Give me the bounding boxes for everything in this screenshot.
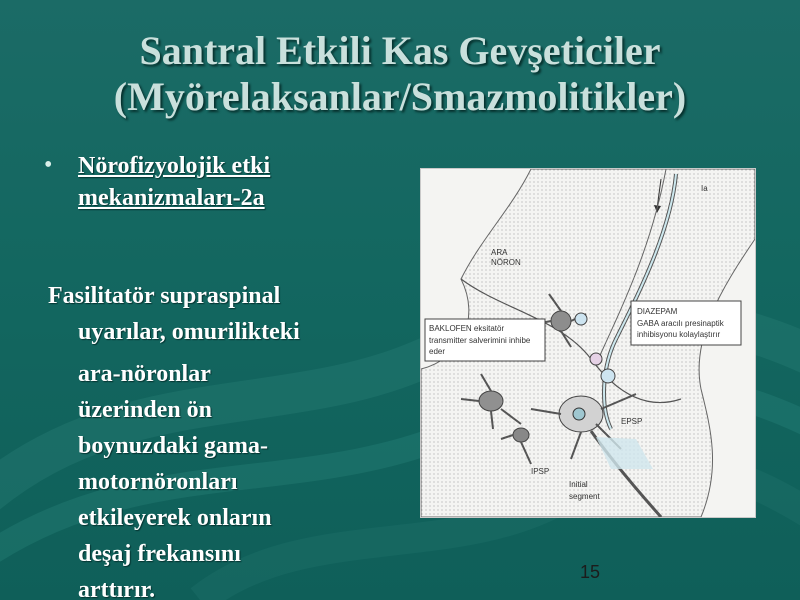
label-baklofen-1: BAKLOFEN eksitatör <box>429 324 505 333</box>
body-line: Fasilitatör supraspinal <box>48 283 281 309</box>
page-number: 15 <box>580 562 601 582</box>
label-epsp: EPSP <box>621 417 643 426</box>
body-line: etkileyerek onların <box>78 505 272 531</box>
label-ipsp: IPSP <box>531 467 550 476</box>
synapse <box>590 353 602 365</box>
spinal-cord-neuron-diagram <box>420 168 756 518</box>
title-line-2: (Myörelaksanlar/Smazmolitikler) <box>113 74 687 119</box>
bullet-list <box>44 150 384 214</box>
bullet-link[interactable] <box>78 150 270 214</box>
title-line-1: Santral Etkili Kas Gevşeticiler <box>139 28 661 73</box>
body-paragraph <box>48 278 398 600</box>
synapse <box>575 313 587 325</box>
body-line: deşaj frekansını <box>78 541 241 567</box>
label-diazepam-3: inhibisyonu kolaylaştırır <box>637 330 721 339</box>
body-line: arttırır. <box>78 577 156 600</box>
label-baklofen-2: transmitter salverimini inhibe <box>429 336 531 345</box>
body-line: ara-nöronlar <box>78 361 211 387</box>
synapse <box>601 369 615 383</box>
bullet-item <box>44 150 384 214</box>
label-ia: Ia <box>701 184 708 193</box>
bullet-line-2: mekanizmaları-2a <box>78 185 265 211</box>
body-line: boynuzdaki gama- <box>78 433 269 459</box>
body-line: motornöronları <box>78 469 238 495</box>
slide-title <box>0 28 800 120</box>
label-baklofen-3: eder <box>429 347 446 356</box>
label-initial-1: Initial <box>569 480 588 489</box>
body-line: üzerinden ön <box>78 397 213 423</box>
label-diazepam-1: DIAZEPAM <box>637 307 678 316</box>
label-ara-1: ARA <box>491 248 508 257</box>
bullet-line-1: Nörofizyolojik etki <box>78 153 271 179</box>
body-line: uyarılar, omurilikteki <box>78 319 300 345</box>
diagram-svg <box>421 169 755 517</box>
label-diazepam-2: GABA aracılı presinaptik <box>637 319 724 328</box>
label-initial-2: segment <box>569 492 600 501</box>
label-ara-2: NÖRON <box>491 258 521 267</box>
bullet-icon: • <box>44 152 53 178</box>
